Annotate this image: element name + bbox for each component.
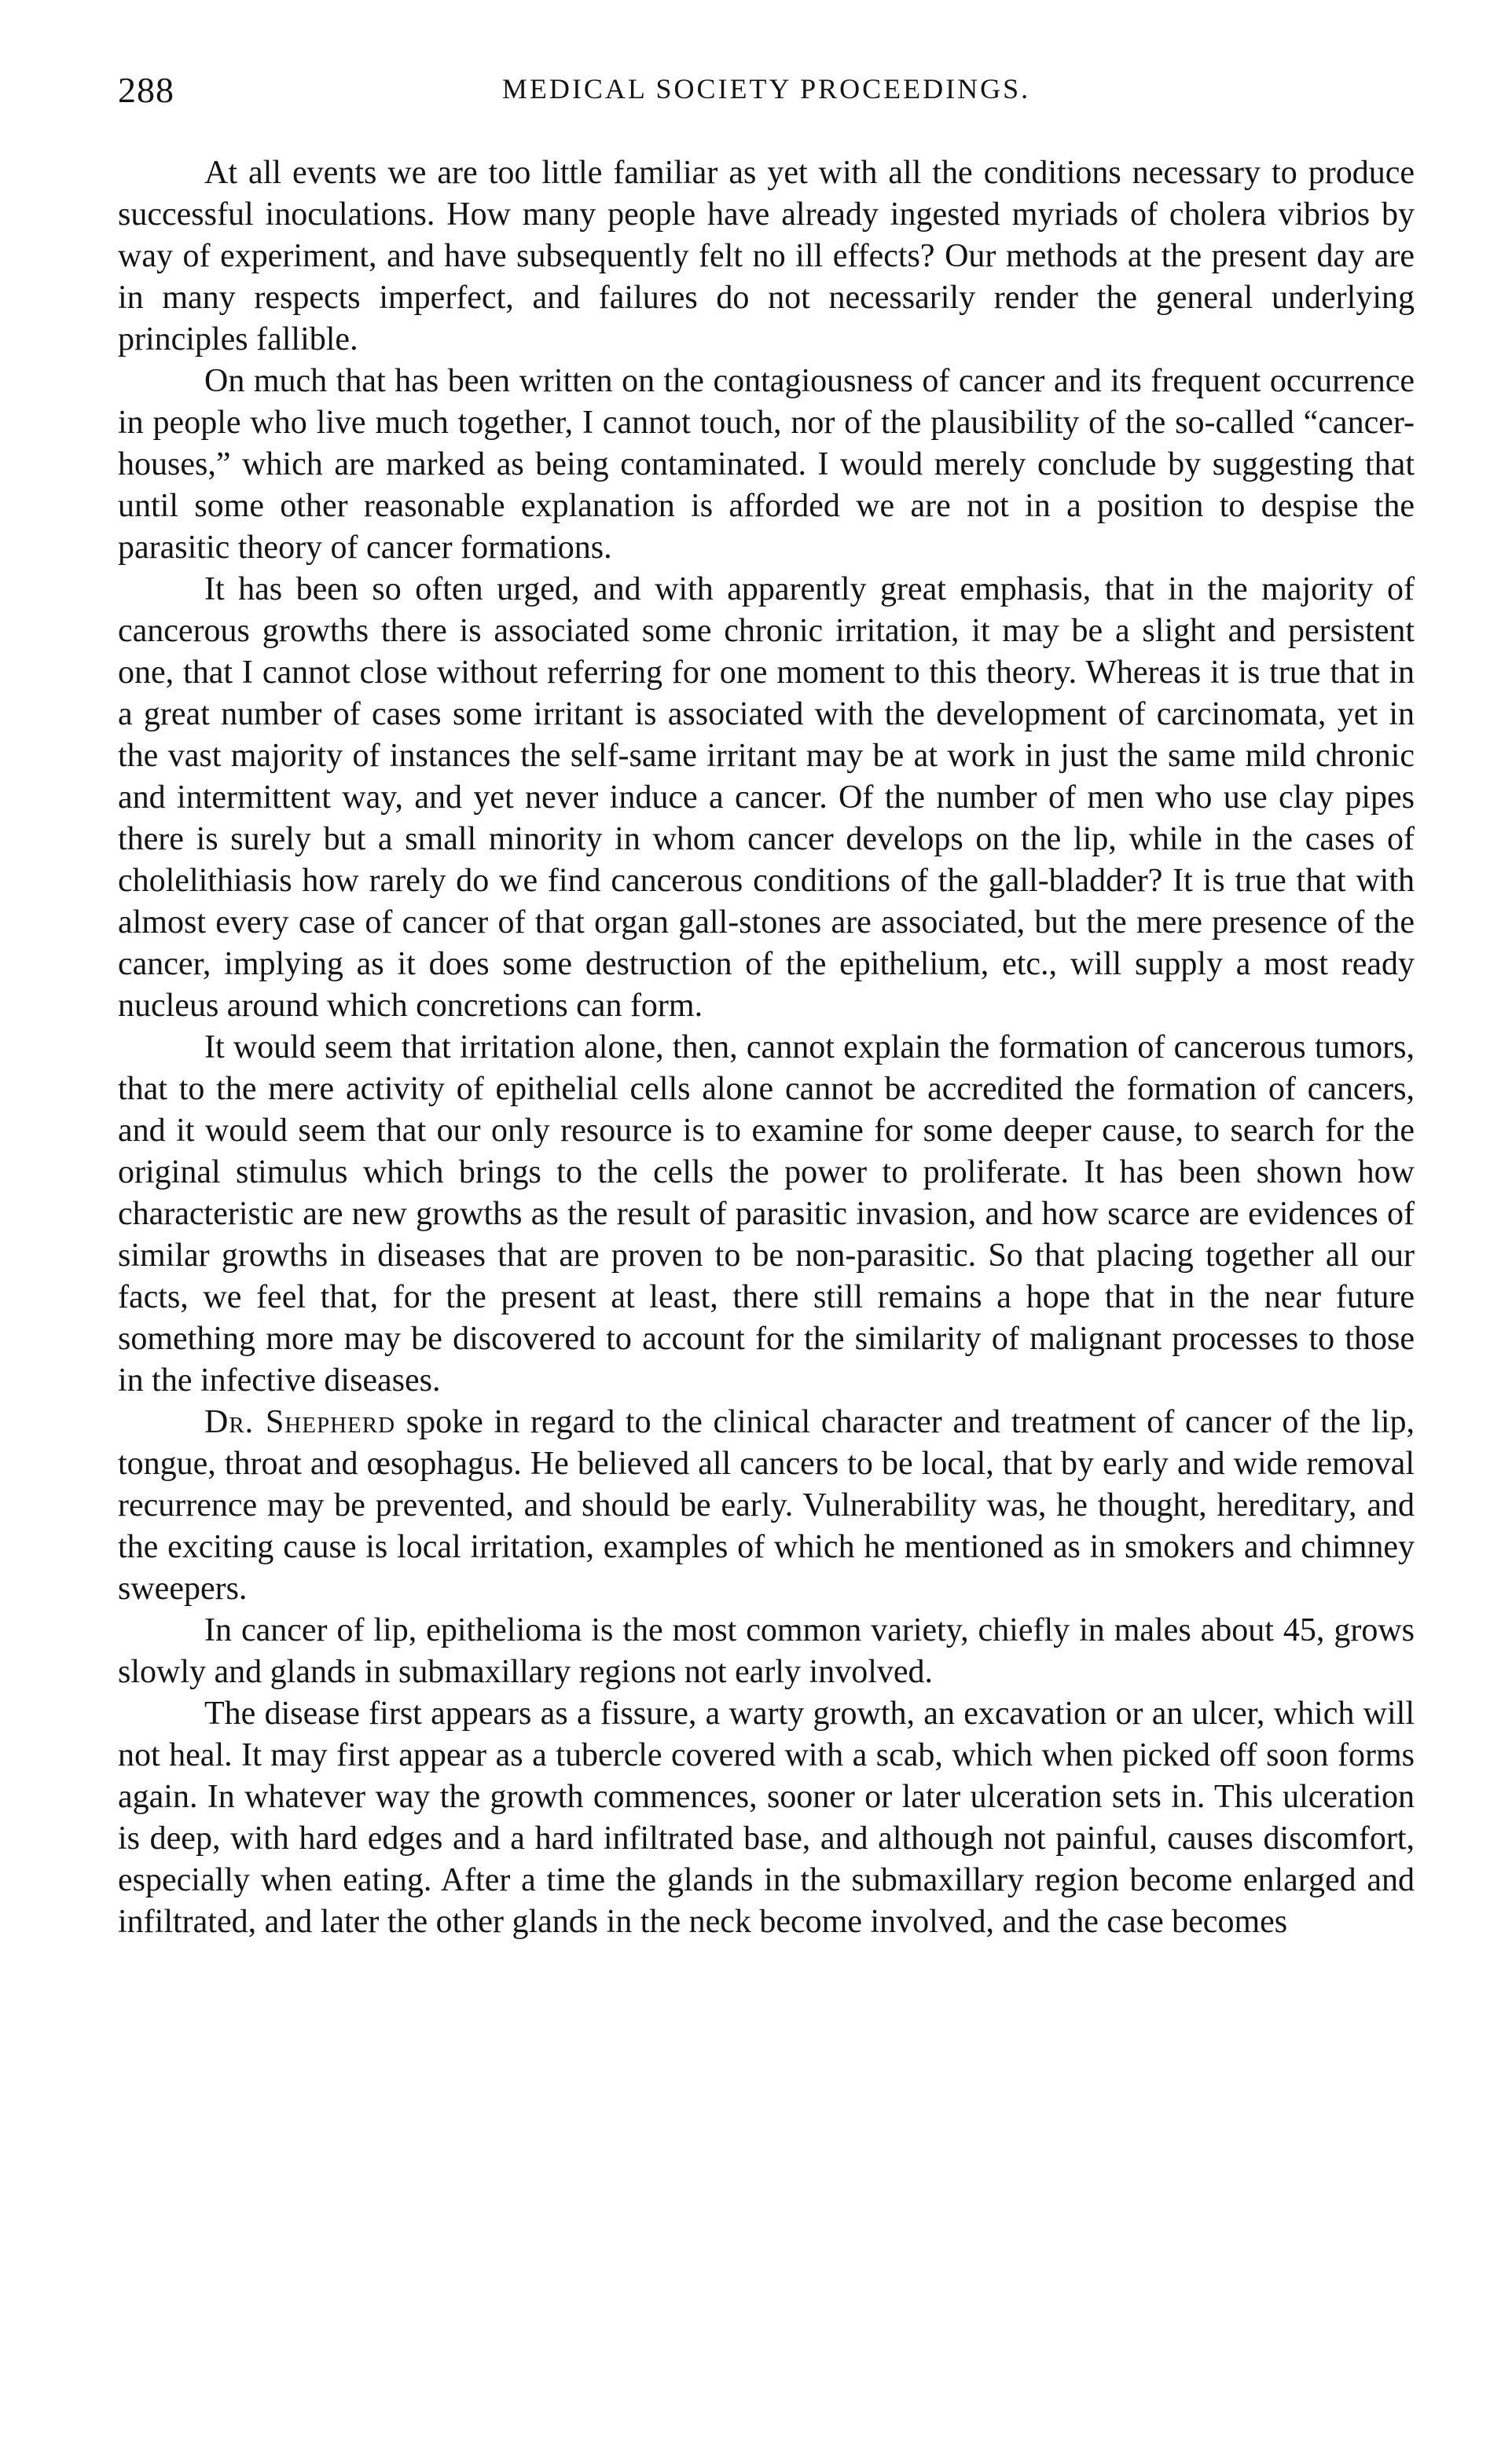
- paragraph-inoculations: At all events we are too little familiar as yet with all the conditions necessary to produce successful inoculations. How many people have already ingested myriads of cholera vibrios by way of experiment, and have subsequently felt no ill effects? Our methods at the present day are in many respects imperfect, and failures do not necessarily render the general underlying principles fallible.: [118, 155, 1415, 358]
- paragraph-irritation-theory: It has been so often urged, and with apparently great emphasis, that in the majority of cancerous growths there is associated some chronic irritation, it may be a slight and persistent one, that I cannot close without referring for one moment to this theory. Whereas it is true that in a great number of cases some irritant is associated with the development of carcinomata, yet in the vast majority of instances the self-same irritant may be at work in just the same mild chronic and intermittent way, and yet never induce a cancer. Of the number of men who use clay pipes there is surely but a small minority in whom cancer develops on the lip, while in the cases of cholelithiasis how rarely do we find cancerous conditions of the gall-bladder? It is true that with almost every case of cancer of that organ gall-stones are associated, but the mere presence of the cancer, implying as it does some destruction of the epithelium, etc., will supply a most ready nucleus around which concretions can form.: [118, 571, 1415, 1024]
- page-number: 288: [118, 70, 174, 110]
- paragraph-cancer-of-lip: In cancer of lip, epithelioma is the most common variety, chiefly in males about 45, grows slowly and glands in submaxillary regions not early involved.: [118, 1612, 1415, 1690]
- journal-title: MEDICAL SOCIETY PROCEEDINGS.: [501, 73, 1031, 104]
- paragraph-deeper-cause: It would seem that irritation alone, then, cannot explain the formation of cancerous tumors, that to the mere activity of epithelial cells alone cannot be accredited the formation of cancers, and it would seem that our only resource is to examine for some deeper cause, to search for the original stimulus which brings to the cells the power to proliferate. It has been shown how characteristic are new growths as the result of parasitic invasion, and how scarce are evidences of similar growths in diseases that are proven to be non-parasitic. So that placing together all our facts, we feel that, for the present at least, there still remains a hope that in the near future something more may be discovered to account for the similarity of malignant processes to those in the infective diseases.: [118, 1029, 1415, 1399]
- speaker-remarks: spoke in regard to the clinical character and treatment of cancer of the lip, tongue, throat and œsophagus. He believed all cancers to be local, that by early and wide removal recurrence may be prevented, and should be early. Vulnerability was, he thought, hereditary, and the exciting cause is local irritation, examples of which he mentioned as in smokers and chimney sweepers.: [118, 1404, 1415, 1607]
- paragraph-disease-appearance: The disease first appears as a fissure, a warty growth, an excavation or an ulcer, which will not heal. It may first appear as a tubercle covered with a scab, which when picked off soon forms again. In whatever way the growth commences, sooner or later ulceration sets in. This ulceration is deep, with hard edges and a hard infiltrated base, and although not painful, causes discomfort, especially when eating. After a time the glands in the submaxillary region become enlarged and infiltrated, and later the other glands in the neck become involved, and the case becomes: [118, 1696, 1415, 1940]
- running-head: [118, 63, 1415, 118]
- page: [118, 63, 1415, 1943]
- speaker-name: Dr. Shepherd: [204, 1404, 396, 1440]
- paragraph-contagiousness: On much that has been written on the contagiousness of cancer and its frequent occurrence in people who live much together, I cannot touch, nor of the plausibility of the so-called “cancer-houses,” which are marked as being contaminated. I would merely conclude by suggesting that until some other reasonable explanation is afforded we are not in a position to despise the parasitic theory of cancer formations.: [118, 363, 1415, 566]
- body-text: [118, 152, 1415, 1943]
- paragraph-dr-shepherd: [118, 1402, 1415, 1610]
